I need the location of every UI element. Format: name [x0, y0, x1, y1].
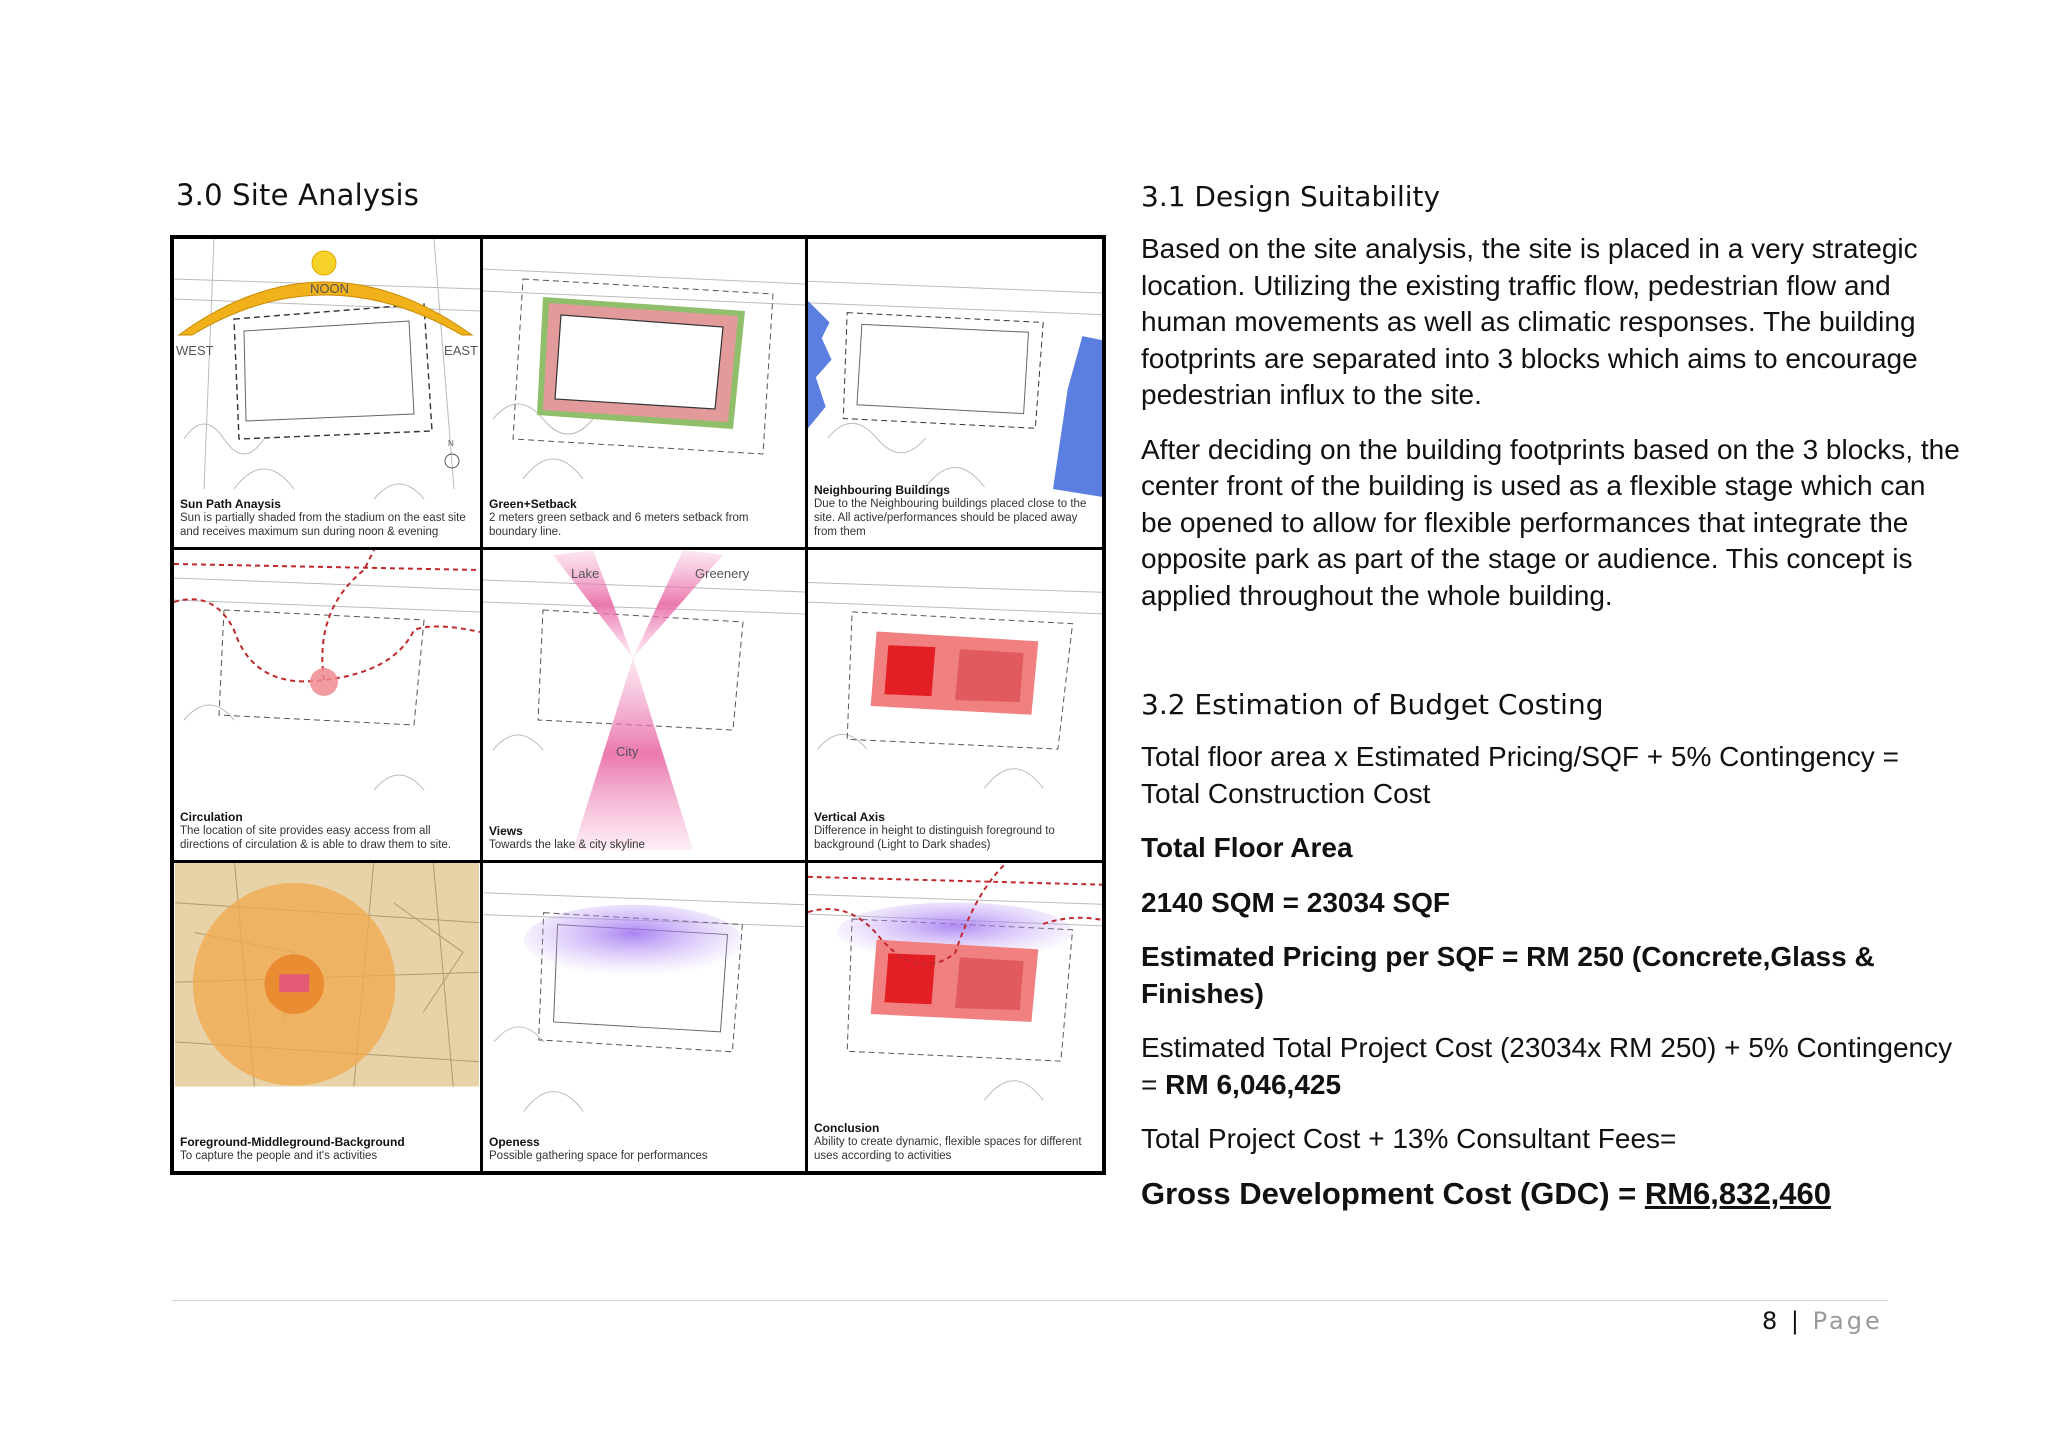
page-number — [1762, 1307, 1883, 1335]
caption-title: Foreground-Middleground-Background — [180, 1135, 405, 1149]
consultant-fees-text: Total Project Cost + 13% Consultant Fees= — [1141, 1123, 1677, 1154]
caption — [814, 810, 1096, 852]
page-word: Page — [1812, 1307, 1883, 1335]
label-greenery: Greenery — [695, 566, 750, 581]
pricing-text: Estimated Pricing per SQF = RM 250 (Concrete,Glass & Finishes) — [1141, 941, 1875, 1009]
caption-desc: The location of site provides easy access from all directions of circulation & is able to draw them to site. — [180, 825, 452, 851]
caption — [489, 824, 799, 852]
caption — [180, 497, 474, 539]
caption — [814, 483, 1096, 539]
panel-openess — [483, 863, 805, 1171]
north-arrow-icon: N — [448, 439, 454, 448]
label-city: City — [616, 744, 639, 759]
footer-divider — [172, 1300, 1888, 1301]
label-lake: Lake — [571, 566, 600, 581]
panel-circulation — [174, 550, 480, 860]
caption — [489, 1135, 799, 1163]
caption-title: Views — [489, 824, 523, 838]
caption-title: Openess — [489, 1135, 540, 1149]
panel-sun-path — [174, 239, 480, 547]
formula-text: Total floor area x Estimated Pricing/SQF + 5% Contingency = Total Construction Cost — [1141, 741, 1899, 809]
label-east: EAST — [444, 343, 478, 358]
page-number-value: 8 — [1762, 1307, 1781, 1335]
caption — [489, 497, 799, 539]
caption-desc: Ability to create dynamic, flexible spaces for different uses according to activities — [814, 1136, 1082, 1162]
caption-desc: Difference in height to distinguish foreground to background (Light to Dark shades) — [814, 825, 1055, 851]
gdc-label: Gross Development Cost (GDC) = — [1141, 1175, 1645, 1211]
gdc-line — [1141, 1176, 1961, 1212]
site-analysis-grid — [170, 235, 1106, 1175]
caption — [814, 1121, 1096, 1163]
label-west: WEST — [176, 343, 214, 358]
section-heading-site-analysis: 3.0 Site Analysis — [176, 178, 420, 212]
views-diagram — [483, 550, 805, 860]
paragraph-footprints: After deciding on the building footprints based on the 3 blocks, the center front of the building is used as a flexible stage which can be opened to allow for flexible performances that integrate the opposite park as part of the stage or audience. This concept is applied throughout the whole building. — [1141, 433, 1960, 611]
panel-views — [483, 550, 805, 860]
context-map-diagram — [174, 863, 480, 1171]
caption-title: Neighbouring Buildings — [814, 483, 950, 497]
caption — [180, 1135, 474, 1163]
caption-desc: 2 meters green setback and 6 meters setback from boundary line. — [489, 512, 749, 538]
page-separator: | — [1790, 1307, 1803, 1335]
caption-desc: Towards the lake & city skyline — [489, 839, 645, 851]
caption-title: Conclusion — [814, 1121, 880, 1135]
panel-vertical-axis — [808, 550, 1102, 860]
panel-neighbouring-buildings — [808, 239, 1102, 547]
caption-title: Vertical Axis — [814, 810, 885, 824]
gdc-value: RM6,832,460 — [1644, 1175, 1831, 1211]
caption-title: Green+Setback — [489, 497, 577, 511]
panel-conclusion — [808, 863, 1102, 1171]
project-cost-text: Estimated Total Project Cost (23034x RM 250) + 5% Contingency = — [1141, 1032, 1953, 1100]
caption-title: Sun Path Anaysis — [180, 497, 281, 511]
project-cost-value: RM 6,046,425 — [1165, 1068, 1342, 1100]
section-heading-design-suitability: 3.1 Design Suitability — [1141, 180, 1441, 213]
caption-desc: Possible gathering space for performances — [489, 1150, 708, 1162]
floor-area-label: Total Floor Area — [1141, 832, 1353, 863]
paragraph-site-analysis: Based on the site analysis, the site is placed in a very strategic location. Utilizing the existing traffic flow, pedestrian flow and human movements as well as climatic responses. The building footprints are separated into 3 blocks which aims to encourage pedestrian influx to the site. — [1141, 233, 1918, 410]
project-cost — [1141, 1030, 1961, 1103]
section-heading-budget: 3.2 Estimation of Budget Costing — [1141, 688, 1604, 721]
label-noon: NOON — [310, 281, 349, 296]
openess-diagram — [483, 863, 805, 1171]
caption-desc: To capture the people and it's activities — [180, 1150, 378, 1162]
panel-foreground-background — [174, 863, 480, 1171]
caption-title: Circulation — [180, 810, 243, 824]
caption-desc: Due to the Neighbouring buildings placed close to the site. All active/performances should be placed away from them — [814, 498, 1087, 538]
panel-green-setback — [483, 239, 805, 547]
caption — [180, 810, 474, 852]
caption-desc: Sun is partially shaded from the stadium on the east site and receives maximum sun during noon & evening — [180, 512, 466, 538]
right-column — [1141, 180, 1961, 1212]
floor-area-value: 2140 SQM = 23034 SQF — [1141, 886, 1450, 918]
